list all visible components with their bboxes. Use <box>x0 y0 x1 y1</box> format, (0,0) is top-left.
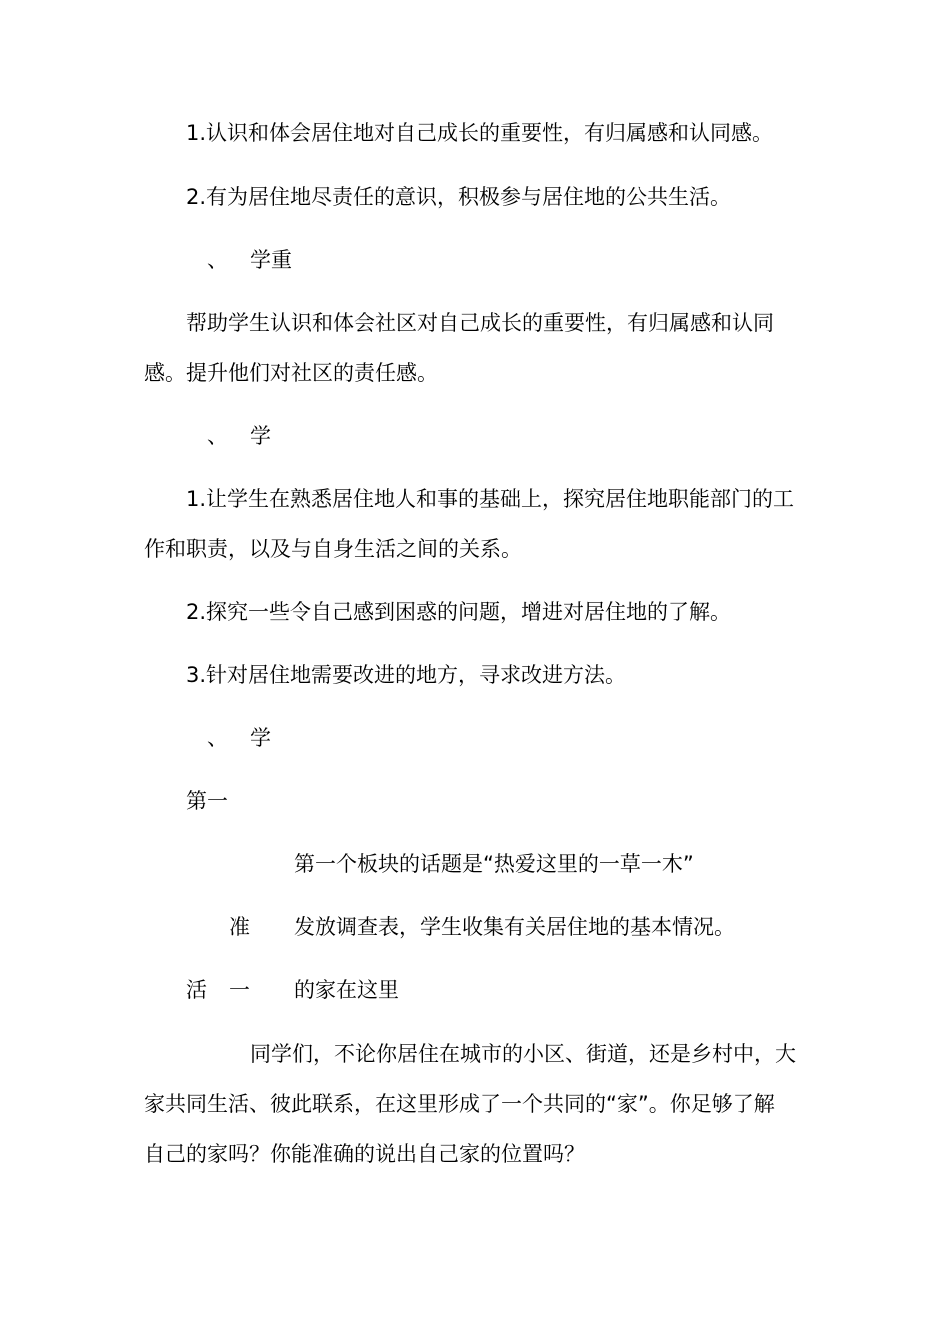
difficulty-item-3: 3.针对居住地需要改进的地方，寻求改进方法。 <box>186 663 627 687</box>
difficulty-item-1-line-2: 作和职责，以及与自身生活之间的关系。 <box>144 537 522 561</box>
key-point-line-2: 感。提升他们对社区的责任感。 <box>144 361 438 385</box>
activity-label-2: 一 <box>229 978 250 1002</box>
intro-line-2: 家共同生活、彼此联系，在这里形成了一个共同的“家”。你足够了解 <box>144 1092 775 1116</box>
goal-item-2: 2.有为居住地尽责任的意识，积极参与居住地的公共生活。 <box>186 185 732 209</box>
heading-process: 学 <box>250 726 271 750</box>
prep-label: 准 <box>229 915 250 939</box>
heading-difficulty: 学 <box>250 424 271 448</box>
prep-text: 发放调查表，学生收集有关居住地的基本情况。 <box>294 915 735 939</box>
heading-key-mark: 、 <box>207 248 228 272</box>
goal-item-1: 1.认识和体会居住地对自己成长的重要性，有归属感和认同感。 <box>186 121 774 145</box>
topic-line: 第一个板块的话题是“热爱这里的一草一木” <box>294 852 694 876</box>
difficulty-item-1-line-1: 1.让学生在熟悉居住地人和事的基础上，探究居住地职能部门的工 <box>186 487 795 511</box>
intro-line-3: 自己的家吗？你能准确的说出自己家的位置吗？ <box>144 1142 585 1166</box>
activity-title: 的家在这里 <box>294 978 399 1002</box>
heading-difficulty-mark: 、 <box>207 424 228 448</box>
section-first: 第一 <box>186 789 228 813</box>
heading-process-mark: 、 <box>207 726 228 750</box>
activity-label-1: 活 <box>186 978 207 1002</box>
difficulty-item-2: 2.探究一些令自己感到困惑的问题，增进对居住地的了解。 <box>186 600 732 624</box>
heading-key-points: 学重 <box>250 248 292 272</box>
key-point-line-1: 帮助学生认识和体会社区对自己成长的重要性，有归属感和认同 <box>186 311 774 335</box>
intro-line-1: 同学们，不论你居住在城市的小区、街道，还是乡村中，大 <box>250 1042 796 1066</box>
